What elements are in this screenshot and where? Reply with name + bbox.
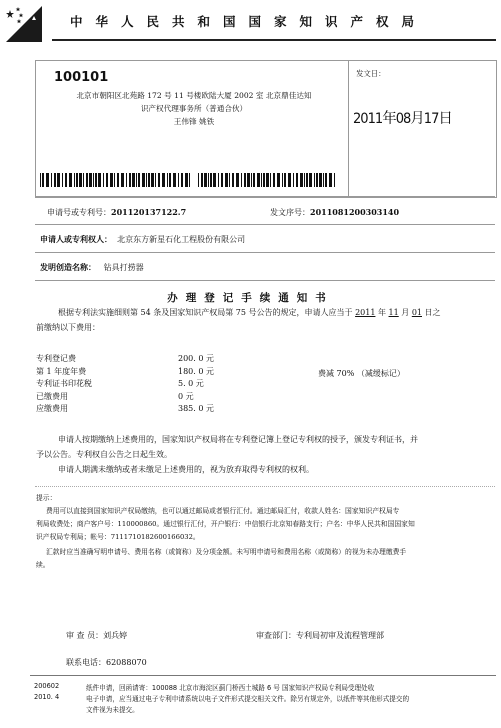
barcode-bar — [266, 173, 269, 187]
tips-line-3: 识产权局专利局；帐号：7111710182600166032。 — [36, 533, 200, 541]
address-line-3: 王伟锋 姚铁 — [173, 117, 215, 126]
header-title: 中华人民共和国国家知识产权局 — [70, 14, 428, 29]
barcode-bar — [40, 173, 41, 187]
footer-rule — [30, 675, 496, 676]
tips-label: 提示： — [36, 494, 57, 502]
barcode-bar — [329, 173, 332, 187]
barcode-bar — [236, 173, 239, 187]
deadline-month: 11 — [388, 308, 399, 317]
barcode-bar — [69, 173, 72, 187]
barcode-bar — [57, 173, 60, 187]
barcode-bar — [132, 173, 135, 187]
barcode-bar — [89, 173, 92, 187]
row-divider — [35, 252, 495, 253]
year-unit: 年 — [375, 308, 389, 317]
fee-name: 专利登记费 — [36, 354, 76, 363]
barcode-bar — [114, 173, 115, 187]
barcode-bar — [181, 173, 183, 187]
fee-name: 已缴费用 — [36, 391, 68, 401]
barcode-bar — [251, 173, 252, 187]
barcode-bar — [210, 173, 212, 187]
fee-amount: 385. 0 元 — [178, 404, 214, 413]
barcode-left — [40, 173, 190, 187]
section-divider — [35, 486, 495, 487]
barcode-bar — [244, 173, 246, 187]
invention-label: 发明创造名称： — [40, 262, 96, 272]
barcode-bar — [296, 173, 298, 187]
barcode-bar — [225, 173, 228, 187]
intro-continued: 前缴纳以下费用： — [36, 323, 100, 332]
barcode-bar — [309, 173, 312, 187]
barcode-bar — [79, 173, 82, 187]
barcode-bar — [51, 173, 52, 187]
row-divider — [35, 196, 495, 197]
barcode-bar — [83, 173, 84, 187]
serial-value: 2011081200303140 — [310, 207, 400, 217]
fee-reduction: 费减 70% （减缓标记） — [318, 369, 405, 378]
deadline-day: 01 — [411, 308, 422, 317]
serial-label: 发文序号： — [270, 208, 310, 217]
barcode-bar — [323, 173, 324, 187]
dispatch-date-label: 发文日： — [356, 69, 386, 78]
barcode-bar — [146, 173, 147, 187]
barcode-bar — [221, 173, 223, 187]
invention-row — [40, 262, 144, 273]
barcode-bar — [261, 173, 262, 187]
fee-name: 第 1 年度年费 — [36, 366, 87, 376]
barcode-bar — [263, 173, 265, 187]
serial-row — [270, 207, 399, 218]
barcode-bar — [257, 173, 260, 187]
examiner: 审 查 员：刘兵婷 — [66, 631, 128, 640]
barcode-bar — [142, 173, 145, 187]
row-divider — [35, 224, 495, 225]
barcode-bar — [93, 173, 94, 187]
tips-line-1: 费用可以直接到国家知识产权局缴纳，也可以通过邮局或者银行汇付。通过邮局汇付，收款人姓名：国家知识产权局专 — [46, 507, 400, 515]
barcode-bar — [126, 173, 127, 187]
tips-line-2: 利局收费处；商户客户号：110000860。通过银行汇付，开户银行：中信银行北京知春路支行；户名：中华人民共和国国家知 — [36, 520, 415, 528]
barcode-bar — [106, 173, 108, 187]
barcode-bar — [273, 173, 275, 187]
applicant-label: 申请人或专利权人： — [40, 234, 112, 244]
barcode-bar — [198, 173, 199, 187]
barcode-bar — [334, 173, 335, 187]
invention-value: 钻具打捞器 — [103, 263, 144, 272]
barcode-bar — [319, 173, 322, 187]
barcode-bar — [178, 173, 179, 187]
barcode-bar — [208, 173, 209, 187]
fee-name: 专利证书印花税 — [36, 379, 92, 388]
barcode-bar — [213, 173, 216, 187]
barcode-bar — [293, 173, 294, 187]
barcode-bar — [98, 173, 101, 187]
barcode-bar — [204, 173, 207, 187]
barcode-bar — [162, 173, 165, 187]
barcode-bar — [121, 173, 124, 187]
barcode-bar — [169, 173, 171, 187]
barcode-bar — [232, 173, 234, 187]
day-unit: 日之 — [422, 308, 441, 317]
barcode-bar — [270, 173, 271, 187]
fee-amount: 180. 0 元 — [178, 366, 214, 376]
barcode-bar — [117, 173, 119, 187]
notice-title: 办理登记手续通知书 — [167, 292, 334, 304]
cnipa-logo-icon — [4, 4, 44, 44]
postal-code: 100101 — [54, 70, 109, 85]
barcode-bar — [201, 173, 203, 187]
footer-line-2: 电子申请，应当通过电子专利申请系统以电子文件形式提交相关文件。除另有规定外，以纸件等其他形式提交的 — [86, 695, 410, 703]
barcode-bar — [229, 173, 230, 187]
barcode-bar — [282, 173, 283, 187]
tips-line-5: 续。 — [36, 561, 50, 569]
barcode-bar — [76, 173, 78, 187]
barcode-bar — [173, 173, 176, 187]
barcode-bar — [247, 173, 250, 187]
barcode-bar — [306, 173, 308, 187]
intro-text: 根据专利法实施细则第 54 条及国家知识产权局第 75 号公告的规定，申请人应当于 — [58, 308, 356, 317]
barcode-bar — [158, 173, 160, 187]
barcode-bar — [110, 173, 113, 187]
barcode-bar — [300, 173, 303, 187]
footer-line-3: 文件视为未提交。 — [86, 706, 139, 714]
address-line-1: 北京市朝阳区北苑路 172 号 11 号楼欧陆大厦 2002 室 北京鼎佳达知 — [76, 91, 312, 100]
barcode-bar — [42, 173, 44, 187]
barcode-bar — [54, 173, 56, 187]
barcode-bar — [62, 173, 63, 187]
barcode-bar — [86, 173, 88, 187]
deadline-year: 2011 — [355, 308, 376, 317]
applicant-row — [40, 234, 245, 245]
fee-amount: 5. 0 元 — [178, 379, 204, 388]
row-divider — [35, 280, 495, 281]
form-version: 2010. 4 — [34, 693, 60, 701]
fee-amount: 0 元 — [178, 391, 194, 401]
barcode-bar — [185, 173, 188, 187]
tips-line-4: 汇款时应当准确写明申请号、费用名称（或简称）及分项金额。未写明申请号和费用名称（或简称）的视为未办理缴费手 — [46, 548, 407, 556]
app-no-label: 申请号或专利号： — [47, 208, 111, 217]
barcode-bar — [129, 173, 131, 187]
barcode-bar — [253, 173, 255, 187]
barcode-bar — [241, 173, 242, 187]
barcode-bar — [189, 173, 190, 187]
dispatch-date: 2011年08月17日 — [353, 111, 452, 127]
barcode-bar — [288, 173, 291, 187]
address-line-2: 识产权代理事务所（普通合伙） — [140, 104, 248, 113]
header-rule — [52, 39, 496, 41]
fee-amount: 200. 0 元 — [178, 354, 214, 363]
barcode-bar — [155, 173, 156, 187]
body-paragraph-1-cont: 予以公告。专利权自公告之日起生效。 — [36, 450, 172, 459]
barcode-bar — [151, 173, 154, 187]
form-code: 200602 — [34, 682, 60, 690]
barcode-bar — [103, 173, 104, 187]
app-no-value: 201120137122.7 — [111, 207, 187, 217]
footer-line-1: 纸件申请，回函请寄：100088 北京市海淀区蓟门桥西土城路 6 号 国家知识产权局专利局受理处收 — [86, 684, 375, 692]
fee-name: 应缴费用 — [36, 404, 68, 413]
barcode-bar — [138, 173, 140, 187]
barcode-bar — [316, 173, 318, 187]
box-divider — [348, 60, 349, 197]
barcode-bar — [325, 173, 327, 187]
app-no-row — [47, 207, 186, 218]
barcode-bar — [74, 173, 75, 187]
barcode-bar — [218, 173, 219, 187]
department: 审查部门：专利局初审及流程管理部 — [256, 631, 384, 640]
barcode-bar — [65, 173, 67, 187]
applicant-value: 北京东方新星石化工程股份有限公司 — [117, 235, 246, 244]
barcode-bar — [167, 173, 168, 187]
barcode-bar — [95, 173, 97, 187]
barcode-bar — [46, 173, 49, 187]
contact-phone: 联系电话：62088070 — [66, 658, 147, 667]
barcode-bar — [284, 173, 286, 187]
barcode-bar — [304, 173, 305, 187]
barcode-bar — [314, 173, 315, 187]
barcode-bar — [136, 173, 137, 187]
intro-paragraph — [58, 305, 498, 320]
barcode-bar — [148, 173, 150, 187]
month-unit: 月 — [398, 308, 412, 317]
barcode-right — [198, 173, 338, 187]
body-paragraph-2: 申请人期满未缴纳或者未缴足上述费用的，视为放弃取得专利权的权利。 — [58, 465, 314, 474]
barcode-bar — [277, 173, 280, 187]
body-paragraph-1: 申请人按期缴纳上述费用的，国家知识产权局将在专利登记簿上登记专利权的授予，颁发专利证书，并 — [58, 435, 418, 444]
